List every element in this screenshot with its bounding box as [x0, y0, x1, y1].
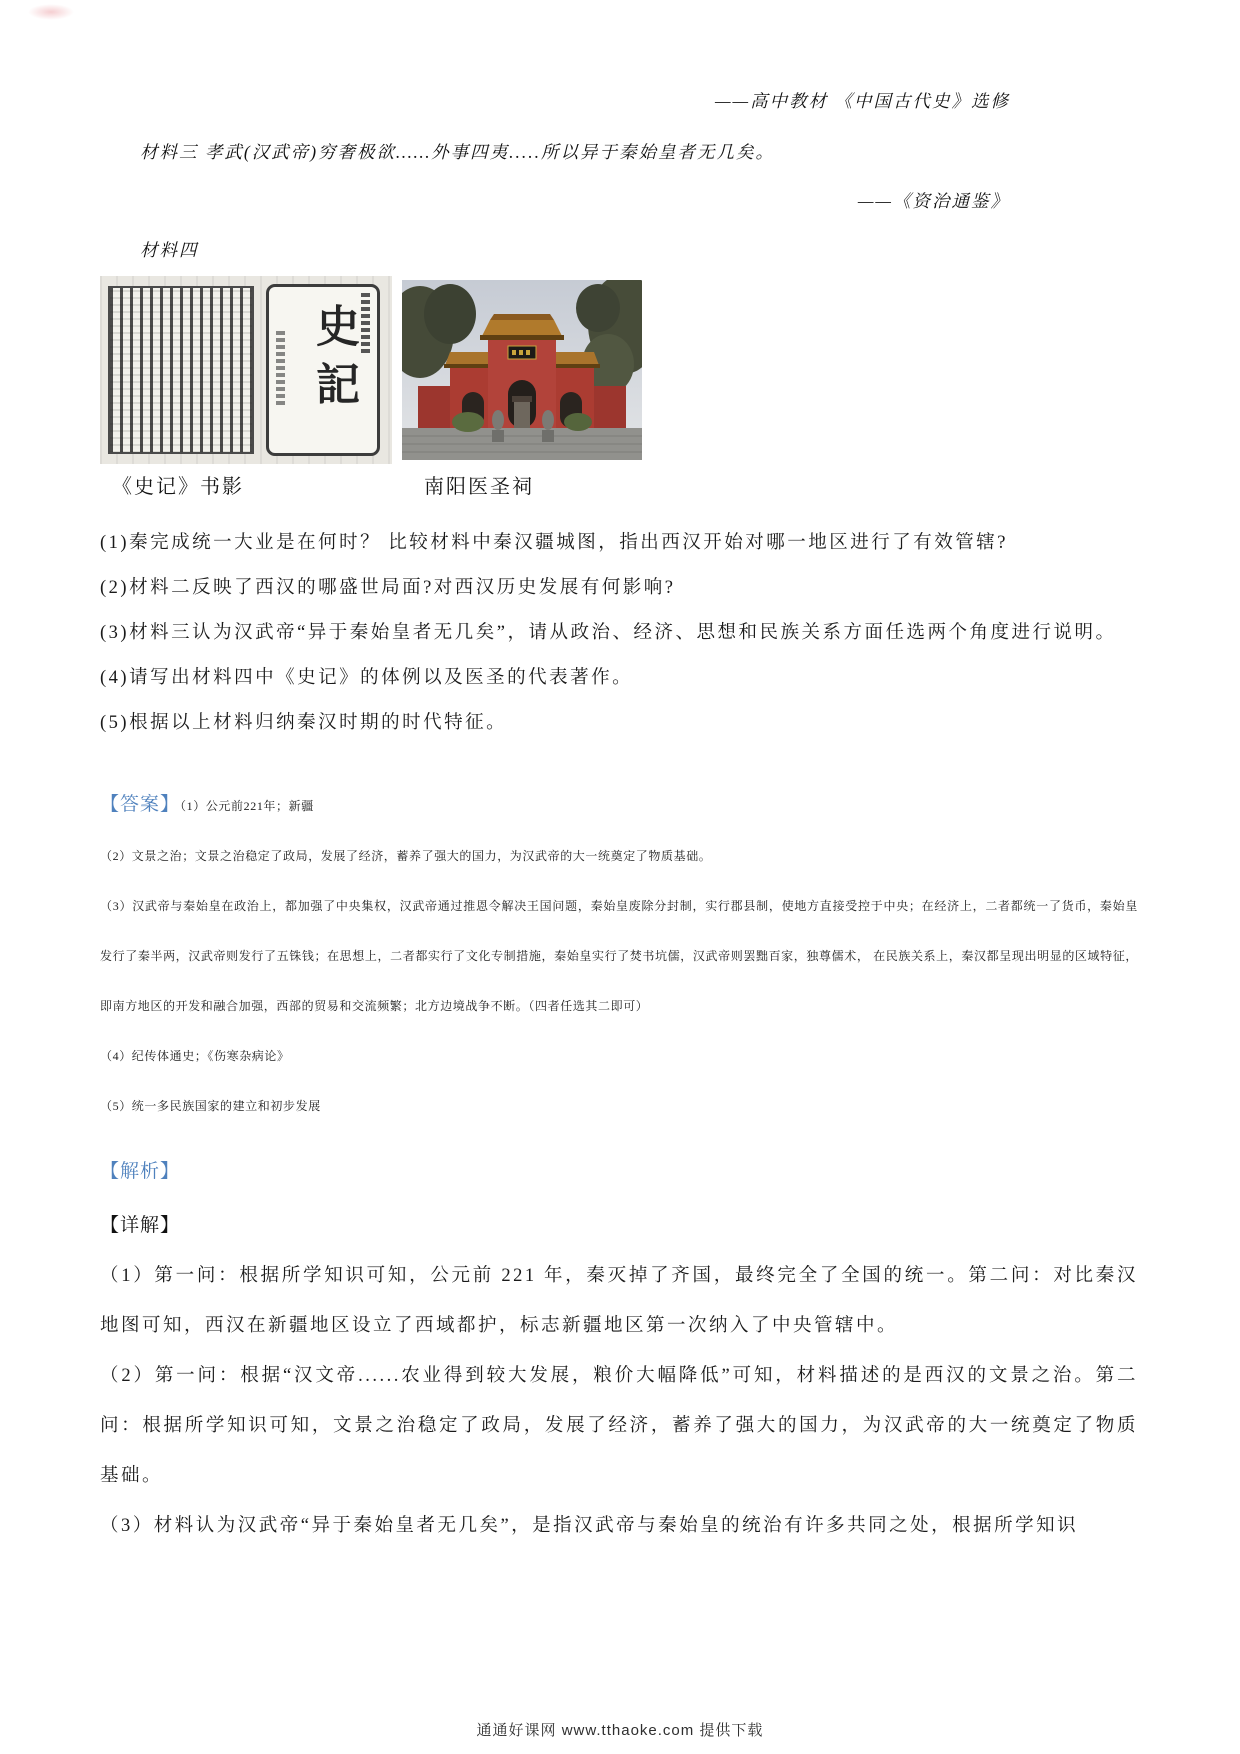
stone-statue-right — [542, 410, 554, 442]
question-5: (5)根据以上材料归纳秦汉时期的时代特征。 — [100, 713, 508, 733]
book-text-page — [108, 286, 254, 454]
shiji-book-photo — [100, 276, 392, 464]
material-four-label: 材料四 — [140, 240, 199, 260]
detail-paragraph-3: （3）材料认为汉武帝“异于秦始皇者无几矣”，是指汉武帝与秦始皇的统治有许多共同之处，根据所学知识 — [100, 1516, 1079, 1536]
answer-item-2: （2）文景之治；文景之治稳定了政局，发展了经济，蓄养了强大的国力，为汉武帝的大一统奠定了物质基础。 — [100, 849, 712, 863]
shrine-illustration — [402, 280, 642, 460]
nanyang-shrine-photo — [402, 280, 642, 460]
detail-label: 【详解】 — [100, 1215, 181, 1236]
site-footer: 通通好课网 www.tthaoke.com 提供下载 — [476, 1722, 764, 1739]
question-1: (1)秦完成统一大业是在何时？ 比较材料中秦汉疆城图，指出西汉开始对哪一地区进行了有效管辖? — [100, 533, 1008, 553]
bush-right — [564, 413, 592, 431]
detail-paragraph-1: （1）第一问：根据所学知识可知，公元前 221 年，秦灭掉了齐国，最终完全了全国的统一。第二问：对比秦汉地图可知，西汉在新疆地区设立了西域都护，标志新疆地区第一次纳入了中央管辖中。 — [100, 1266, 1138, 1336]
detail-section — [100, 1251, 1138, 1551]
answer-item-1: （1）公元前221年；新疆 — [180, 799, 314, 813]
answer-section — [100, 780, 1138, 1131]
question-4: (4)请写出材料四中《史记》的体例以及医圣的代表著作。 — [100, 668, 634, 688]
book-side-inscription — [276, 331, 285, 405]
answer-item-4: （4）纪传体通史；《伤寒杂病论》 — [100, 1049, 290, 1063]
answer-label: 【答案】 — [100, 794, 181, 815]
courtyard-ground — [402, 428, 642, 460]
caption-shrine: 南阳医圣祠 — [424, 476, 534, 498]
gate-center — [480, 314, 564, 428]
corner-artifact — [28, 4, 74, 20]
source-attribution-zizhitongjian: ——《资治通鉴》 — [857, 191, 1010, 211]
book-title-panel — [266, 284, 380, 456]
material-three-text: 材料三 孝武(汉武帝)穷奢极欲……外事四夷.....所以异于秦始皇者无几矣。 — [140, 142, 776, 162]
figure-captions — [100, 470, 1138, 499]
book-title-text: 史記 — [309, 303, 358, 419]
question-list — [100, 521, 1138, 746]
answer-item-3: （3）汉武帝与秦始皇在政治上，都加强了中央集权，汉武帝通过推恩令解决王国问题，秦始皇废除分封制，实行郡县制，使地方直接受控于中央；在经济上，二者都统一了货币，秦始皇发行了秦半两，汉武帝则发行了五铢钱；在思想上，二者都实行了文化专制措施，秦始皇实行了焚书坑儒，汉武帝则罢黜百家，独尊儒术， 在民族关系上，秦汉都呈现出明显的区域特征，即南方地区的开发和融合加强，西部的贸易和交流频繁；北方边境战争不断。（四者任选其二即可） — [100, 899, 1138, 1013]
material-four-figures — [100, 276, 1138, 464]
caption-shiji: 《史记》书影 — [112, 476, 244, 498]
stone-statue-left — [492, 410, 504, 442]
answer-item-5: （5）统一多民族国家的建立和初步发展 — [100, 1099, 321, 1113]
source-attribution-textbook: ——高中教材 《中国古代史》选修 — [715, 91, 1010, 111]
question-3: (3)材料三认为汉武帝“异于秦始皇者无几矣”，请从政治、经济、思想和民族关系方面任选两个角度进行说明。 — [100, 623, 1117, 643]
bush-left — [452, 412, 484, 432]
question-2: (2)材料二反映了西汉的哪盛世局面?对西汉历史发展有何影响? — [100, 578, 676, 598]
detail-paragraph-2: （2）第一问：根据“汉文帝......农业得到较大发展，粮价大幅降低”可知，材料描述的是西汉的文景之治。第二问：根据所学知识可知，文景之治稳定了政局，发展了经济，蓄养了强大的国力，为汉武帝的大一统奠定了物质基础。 — [100, 1366, 1138, 1486]
answer-line-1 — [100, 780, 1138, 831]
analysis-label: 【解析】 — [100, 1161, 181, 1182]
